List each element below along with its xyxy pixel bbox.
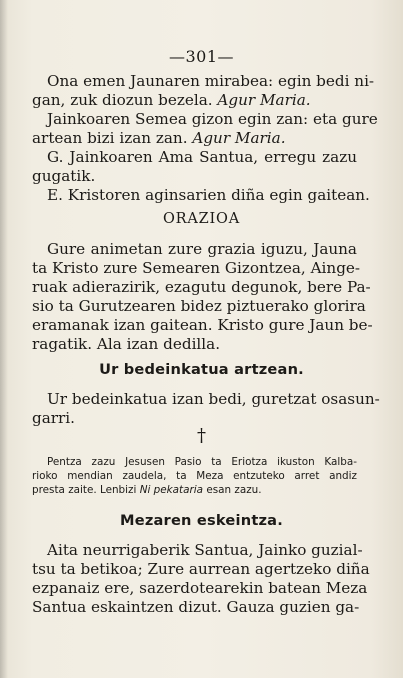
text-line: ruak adierazirik, ezagutu degunok, bere Pa-: [32, 278, 371, 296]
text-line: E. Kristoren aginsarien diña egin gaitean.: [47, 186, 370, 204]
section-heading-ur-bedeinkatua: Ur bedeinkatua artzean.: [99, 361, 304, 378]
text-line: Jainkoaren Semea gizon egin zan: eta gure: [47, 110, 378, 128]
page-edge-shadow: [0, 0, 8, 678]
cross-icon: †: [197, 425, 206, 446]
text-line: eramanak izan gaitean. Kristo gure Jaun be-: [32, 316, 373, 334]
text-line: Aita neurrigaberik Santua, Jainko guzial-: [47, 541, 363, 559]
note-italic: Ni pekataria: [139, 484, 204, 496]
note-line: rioko mendian zaudela, ta Meza entzuteko arret andiz: [32, 470, 357, 482]
text-line: Santua eskaintzen dizut. Gauza guzien ga-: [32, 598, 360, 616]
note-span: presta zaite. Lenbizi: [32, 484, 137, 496]
section-heading-mezaren-eskeintza: Mezaren eskeintza.: [120, 512, 283, 529]
page-number: —301—: [168, 47, 235, 66]
text-line: [32, 129, 286, 148]
text-line: garri.: [32, 409, 75, 427]
text-line: Ur bedeinkatua izan bedi, guretzat osasun-: [47, 390, 380, 408]
text-line: ezpanaiz ere, sazerdotearekin batean Meza: [32, 579, 368, 597]
section-heading-orazioa: ORAZIOA: [162, 211, 241, 227]
text-line: gugatik.: [32, 167, 96, 185]
text-line: sio ta Gurutzearen bidez piztuerako glorira: [32, 297, 366, 315]
text-line: ragatik. Ala izan dedilla.: [32, 335, 221, 353]
note-span: esan zazu.: [206, 484, 262, 496]
text-span: gan, zuk diozun bezela.: [32, 91, 213, 109]
text-line: Gure animetan zure grazia iguzu, Jauna: [47, 240, 357, 258]
text-line: G. Jainkoaren Ama Santua, erregu zazu: [47, 148, 357, 166]
text-line: ta Kristo zure Semearen Gizontzea, Ainge-: [32, 259, 361, 277]
text-line: tsu ta betikoa; Zure aurrean agertzeko diña: [32, 560, 370, 578]
italic-response: Agur Maria.: [217, 91, 311, 109]
text-line: [32, 91, 311, 110]
italic-response: Agur Maria.: [192, 129, 286, 147]
note-line: [32, 483, 262, 497]
text-line: Ona emen Jaunaren mirabea: egin bedi ni-: [47, 72, 375, 90]
text-span: artean bizi izan zan.: [32, 129, 188, 147]
note-line: Pentza zazu Jesusen Pasio ta Eriotza ikuston Kalba-: [47, 456, 357, 468]
